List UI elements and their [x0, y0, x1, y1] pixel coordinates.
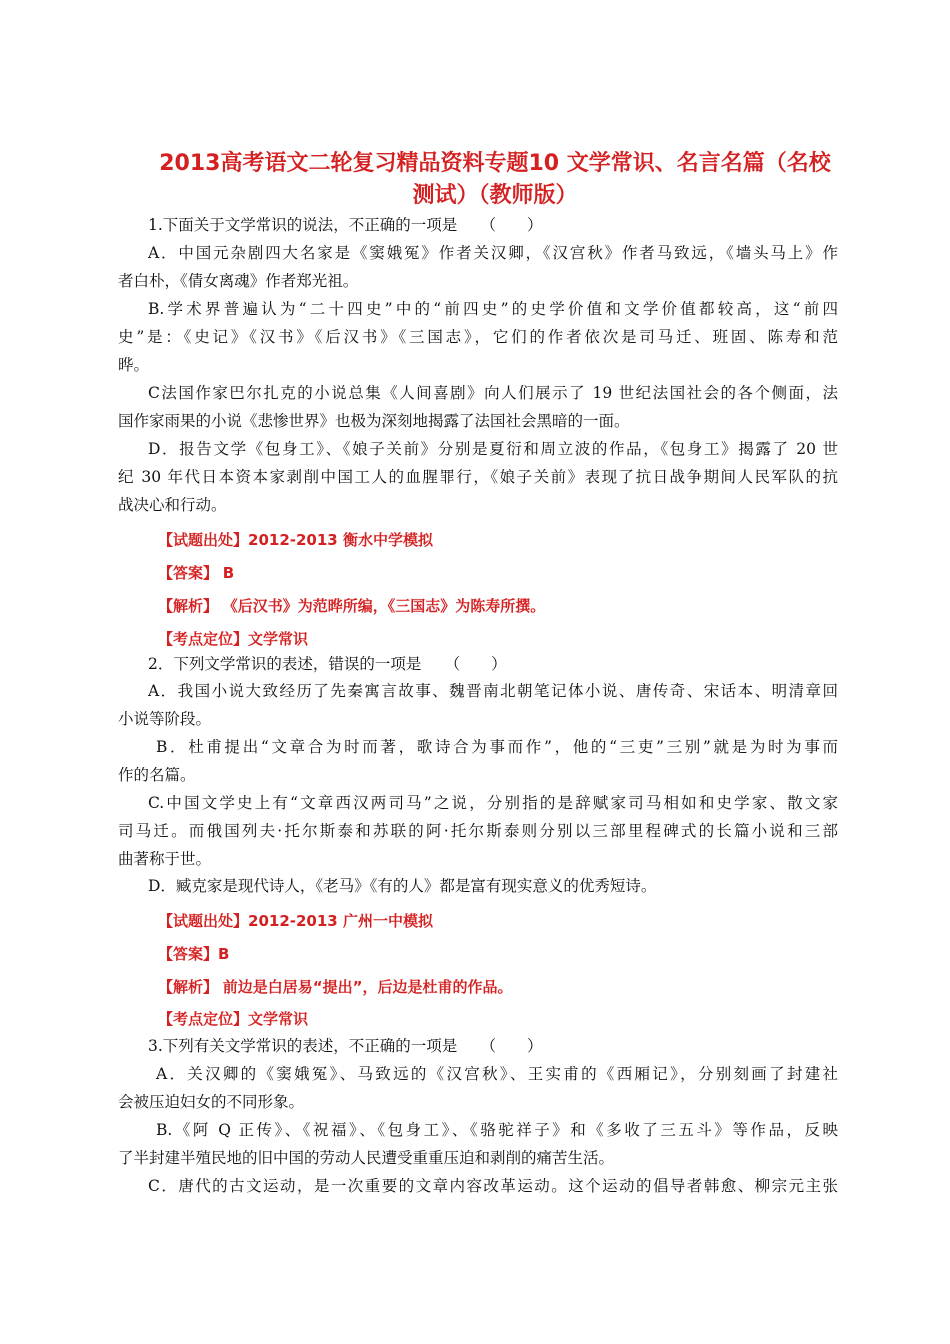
q3-option-c-line-1: C．唐代的古文运动，是一次重要的文章内容改革运动。这个运动的倡导者韩愈、柳宗元主张	[148, 1177, 838, 1195]
q2-source	[158, 911, 433, 931]
q2-answer-label: 【答案】	[158, 945, 219, 963]
q2-analysis	[158, 977, 513, 997]
q3-option-a-line-1: A．关汉卿的《窦娥冤》、马致远的《汉宫秋》、王实甫的《西厢记》，分别刻画了封建社	[156, 1065, 838, 1083]
q1-option-d-line-3: 战决心和行动。	[118, 496, 227, 514]
q2-topic-label: 【考点定位】	[158, 1010, 249, 1028]
q1-option-a-line-1: A．中国元杂剧四大名家是《窦娥冤》作者关汉卿，《汉宫秋》作者马致远，《墙头马上》作	[148, 244, 838, 262]
q2-source-value: 2012-2013 广州一中模拟	[248, 912, 433, 930]
q1-topic	[158, 629, 308, 649]
q2-option-c-line-1: C.中国文学史上有“文章西汉两司马”之说，分别指的是辞赋家司马相如和史学家、散文家	[148, 794, 838, 812]
q3-stem: 3.下列有关文学常识的表述，不正确的一项是 （ ）	[148, 1037, 543, 1055]
q2-option-a-line-2: 小说等阶段。	[118, 710, 212, 728]
q1-answer	[158, 563, 234, 583]
q3-option-b-line-2: 了半封建半殖民地的旧中国的劳动人民遭受重重压迫和剥削的痛苦生活。	[118, 1149, 615, 1167]
q2-topic	[158, 1009, 308, 1029]
q2-analysis-value: 前边是白居易“提出”，后边是杜甫的作品。	[222, 978, 513, 996]
q1-option-a-line-2: 者白朴，《倩女离魂》作者郑光祖。	[118, 272, 359, 290]
q2-option-a-line-1: A．我国小说大致经历了先秦寓言故事、魏晋南北朝笔记体小说、唐传奇、宋话本、明清章回	[148, 682, 838, 700]
q2-topic-value: 文学常识	[248, 1010, 309, 1028]
q2-source-label: 【试题出处】	[158, 912, 249, 930]
q1-topic-value: 文学常识	[248, 630, 309, 648]
q1-answer-value: B	[222, 564, 235, 582]
q1-source	[158, 530, 433, 550]
q1-analysis	[158, 596, 545, 616]
q1-option-c-line-2: 国作家雨果的小说《悲惨世界》也极为深刻地揭露了法国社会黑暗的一面。	[118, 412, 630, 430]
document-title-line-2: 测试）（教师版）	[412, 183, 578, 208]
q1-analysis-value: 《后汉书》为范晔所编，《三国志》为陈寿所撰。	[222, 597, 546, 615]
q2-stem: 2．下列文学常识的表述，错误的一项是 （ ）	[148, 655, 507, 673]
q1-source-label: 【试题出处】	[158, 531, 249, 549]
q1-stem: 1.下面关于文学常识的说法，不正确的一项是 （ ）	[148, 216, 543, 234]
q1-answer-label: 【答案】	[158, 564, 219, 582]
q3-option-a-line-2: 会被压迫妇女的不同形象。	[118, 1093, 305, 1111]
q1-option-d-line-2: 纪 30 年代日本资本家剥削中国工人的血腥罪行，《娘子关前》表现了抗日战争期间人民军队的抗	[118, 468, 838, 486]
q2-option-d: D．臧克家是现代诗人，《老马》《有的人》都是富有现实意义的优秀短诗。	[148, 877, 657, 895]
document-title-line-1: 2013高考语文二轮复习精品资料专题10 文学常识、名言名篇（名校	[159, 151, 831, 176]
q2-answer	[158, 944, 229, 964]
q2-answer-value: B	[218, 945, 230, 963]
q1-option-b-line-3: 晔。	[118, 356, 150, 374]
q2-option-b-line-2: 作的名篇。	[118, 766, 196, 784]
q1-option-b-line-2: 史”是：《史记》《汉书》《后汉书》《三国志》，它们的作者依次是司马迁、班固、陈寿和范	[118, 328, 838, 346]
q1-option-b-line-1: B.学术界普遍认为“二十四史”中的“前四史”的史学价值和文学价值都较高，这“前四	[148, 300, 838, 318]
q1-analysis-label: 【解析】	[158, 597, 219, 615]
q1-option-d-line-1: D．报告文学《包身工》、《娘子关前》分别是夏衍和周立波的作品，《包身工》揭露了 20 世	[148, 440, 838, 458]
q1-source-value: 2012-2013 衡水中学模拟	[248, 531, 433, 549]
q2-option-c-line-3: 曲著称于世。	[118, 850, 212, 868]
q1-topic-label: 【考点定位】	[158, 630, 249, 648]
q2-option-c-line-2: 司马迁。而俄国列夫·托尔斯泰和苏联的阿·托尔斯泰则分别以三部里程碑式的长篇小说和三部	[118, 822, 838, 840]
q2-analysis-label: 【解析】	[158, 978, 219, 996]
q3-option-b-line-1: B.《阿 Q 正传》、《祝福》、《包身工》、《骆驼祥子》和《多收了三五斗》等作品，反映	[156, 1121, 838, 1139]
q2-option-b-line-1: B．杜甫提出“文章合为时而著，歌诗合为事而作”，他的“三吏”三别”就是为时为事而	[156, 738, 838, 756]
q1-option-c-line-1: C法国作家巴尔扎克的小说总集《人间喜剧》向人们展示了 19 世纪法国社会的各个侧面，法	[148, 384, 838, 402]
